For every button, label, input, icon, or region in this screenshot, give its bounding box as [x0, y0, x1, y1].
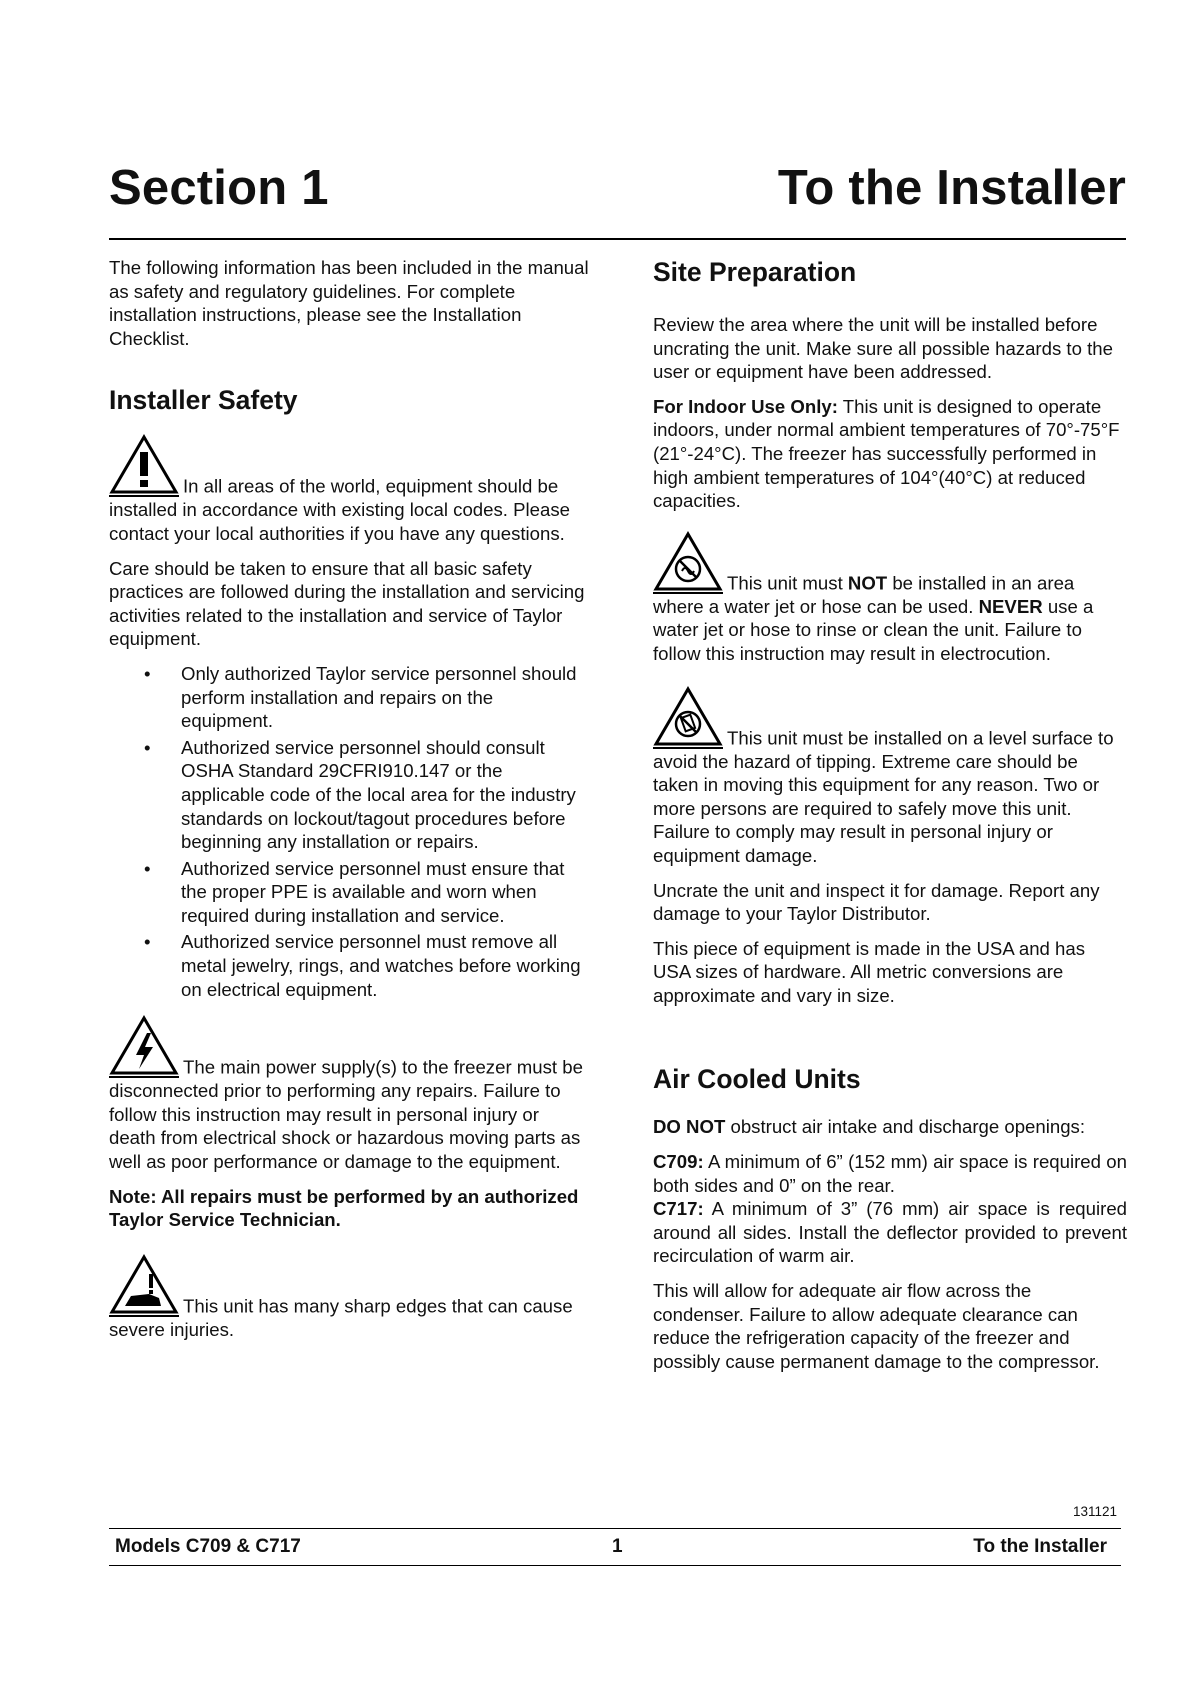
electrical-hazard-icon — [109, 1015, 179, 1079]
list-item: • Only authorized Taylor service personnel should perform installation and repairs on the equipment. — [144, 662, 577, 732]
section-number: Section 1 — [109, 161, 329, 215]
left-column — [109, 256, 589, 1352]
c717-label: C717: — [653, 1198, 704, 1220]
bullet-glyph: • — [144, 931, 151, 953]
do-not-label: DO NOT — [653, 1116, 726, 1138]
document-code: 131121 — [1072, 1504, 1117, 1519]
c717-paragraph: C717: A minimum of 3” (76 mm) air space is required around all sides. Install the deflector provided to prevent recirculation of warm air. — [653, 1198, 1127, 1267]
page-footer — [109, 1528, 1121, 1566]
local-codes-text: In all areas of the world, equipment should be installed in accordance with existing local codes. Please contact your local authorities if you have any questions. — [109, 475, 570, 544]
no-water-jet-icon — [653, 531, 723, 595]
tipping-warning — [653, 686, 1127, 868]
list-item: • Authorized service personnel must remove all metal jewelry, rings, and watches before working on electrical equipment. — [144, 931, 581, 1000]
uncrate-paragraph: Uncrate the unit and inspect it for damage. Report any damage to your Taylor Distributor. — [653, 879, 1100, 925]
installer-safety-heading: Installer Safety — [109, 385, 298, 416]
sharp-edges-icon — [109, 1254, 179, 1318]
bullet-glyph: • — [144, 857, 151, 879]
intro-paragraph: The following information has been included in the manual as safety and regulatory guidelines. For complete installation instructions, please see the Installation Checklist. — [109, 257, 589, 349]
tipping-text: This unit must be installed on a level surface to avoid the hazard of tipping. Extreme care should be taken in moving this equipment for any reason. Two or more persons are required to safely move this unit. Failure to comply may result in personal injury or equipment damage. — [653, 726, 1114, 866]
usa-paragraph: This piece of equipment is made in the USA and has USA sizes of hardware. All metric conversions are approximate and vary in size. — [653, 937, 1086, 1006]
site-preparation-heading: Site Preparation — [653, 257, 857, 287]
section-title: To the Installer — [777, 161, 1126, 215]
care-paragraph: Care should be taken to ensure that all basic safety practices are followed during the installation and servicing activities related to the installation and service of Taylor equipment. — [109, 557, 585, 650]
water-jet-warning: This unit must NOT be installed in an area where a water jet or hose can be used. NEVER use a water jet or hose to rinse or clean the unit. Failure to follow this instruction may result in electrocution. — [653, 531, 1127, 666]
safety-bullet-list — [109, 662, 589, 1001]
do-not-paragraph: DO NOT obstruct air intake and discharge openings: — [653, 1116, 1086, 1138]
power-warning — [109, 1015, 589, 1173]
bullet-glyph: • — [144, 736, 151, 758]
review-paragraph: Review the area where the unit will be installed before uncrating the unit. Make sure all possible hazards to the user or equipment have been addressed. — [653, 314, 1113, 383]
sharp-edges-text: This unit has many sharp edges that can cause severe injuries. — [109, 1295, 573, 1340]
c709-label: C709: — [653, 1151, 704, 1173]
sharp-edges-warning — [109, 1254, 589, 1342]
indoor-use-paragraph: For Indoor Use Only: This unit is designed to operate indoors, under normal ambient temperatures of 70°-75°F (21°-24°C). The freezer has successfully performed in high ambient temperatures of 104°(40°C) at reduced capacities. — [653, 395, 1120, 512]
airflow-paragraph: This will allow for adequate air flow across the condenser. Failure to allow adequate clearance can reduce the refrigeration capacity of the freezer and possibly cause permanent damage to the compressor. — [653, 1280, 1100, 1372]
tipping-hazard-icon — [653, 686, 723, 750]
list-item: • Authorized service personnel should consult OSHA Standard 29CFRI910.147 or the applicable code of the local area for the industry standards on lockout/tagout procedures before beginning any installation or repairs. — [144, 736, 576, 853]
general-warning-icon — [109, 434, 179, 498]
indoor-use-label: For Indoor Use Only: — [653, 395, 838, 417]
power-text: The main power supply(s) to the freezer must be disconnected prior to performing any repairs. Failure to follow this instruction may result in personal injury or death from electrical shock or hazardous moving parts as well as poor performance or damage to the equipment. — [109, 1056, 583, 1173]
local-codes-warning — [109, 434, 589, 545]
bullet-glyph: • — [144, 662, 151, 684]
list-item: • Authorized service personnel must ensure that the proper PPE is available and worn when required during installation and service. — [144, 857, 565, 926]
footer-models: Models C709 & C717 — [115, 1536, 301, 1557]
repair-note: Note: All repairs must be performed by an authorized Taylor Service Technician. — [109, 1185, 579, 1231]
footer-section: To the Installer — [973, 1536, 1107, 1557]
c709-paragraph: C709: A minimum of 6” (152 mm) air space is required on both sides and 0” on the rear. — [653, 1151, 1127, 1196]
air-cooled-heading: Air Cooled Units — [653, 1064, 861, 1095]
page-number: 1 — [612, 1536, 623, 1557]
page-header — [109, 150, 1126, 240]
right-column — [653, 256, 1127, 1384]
